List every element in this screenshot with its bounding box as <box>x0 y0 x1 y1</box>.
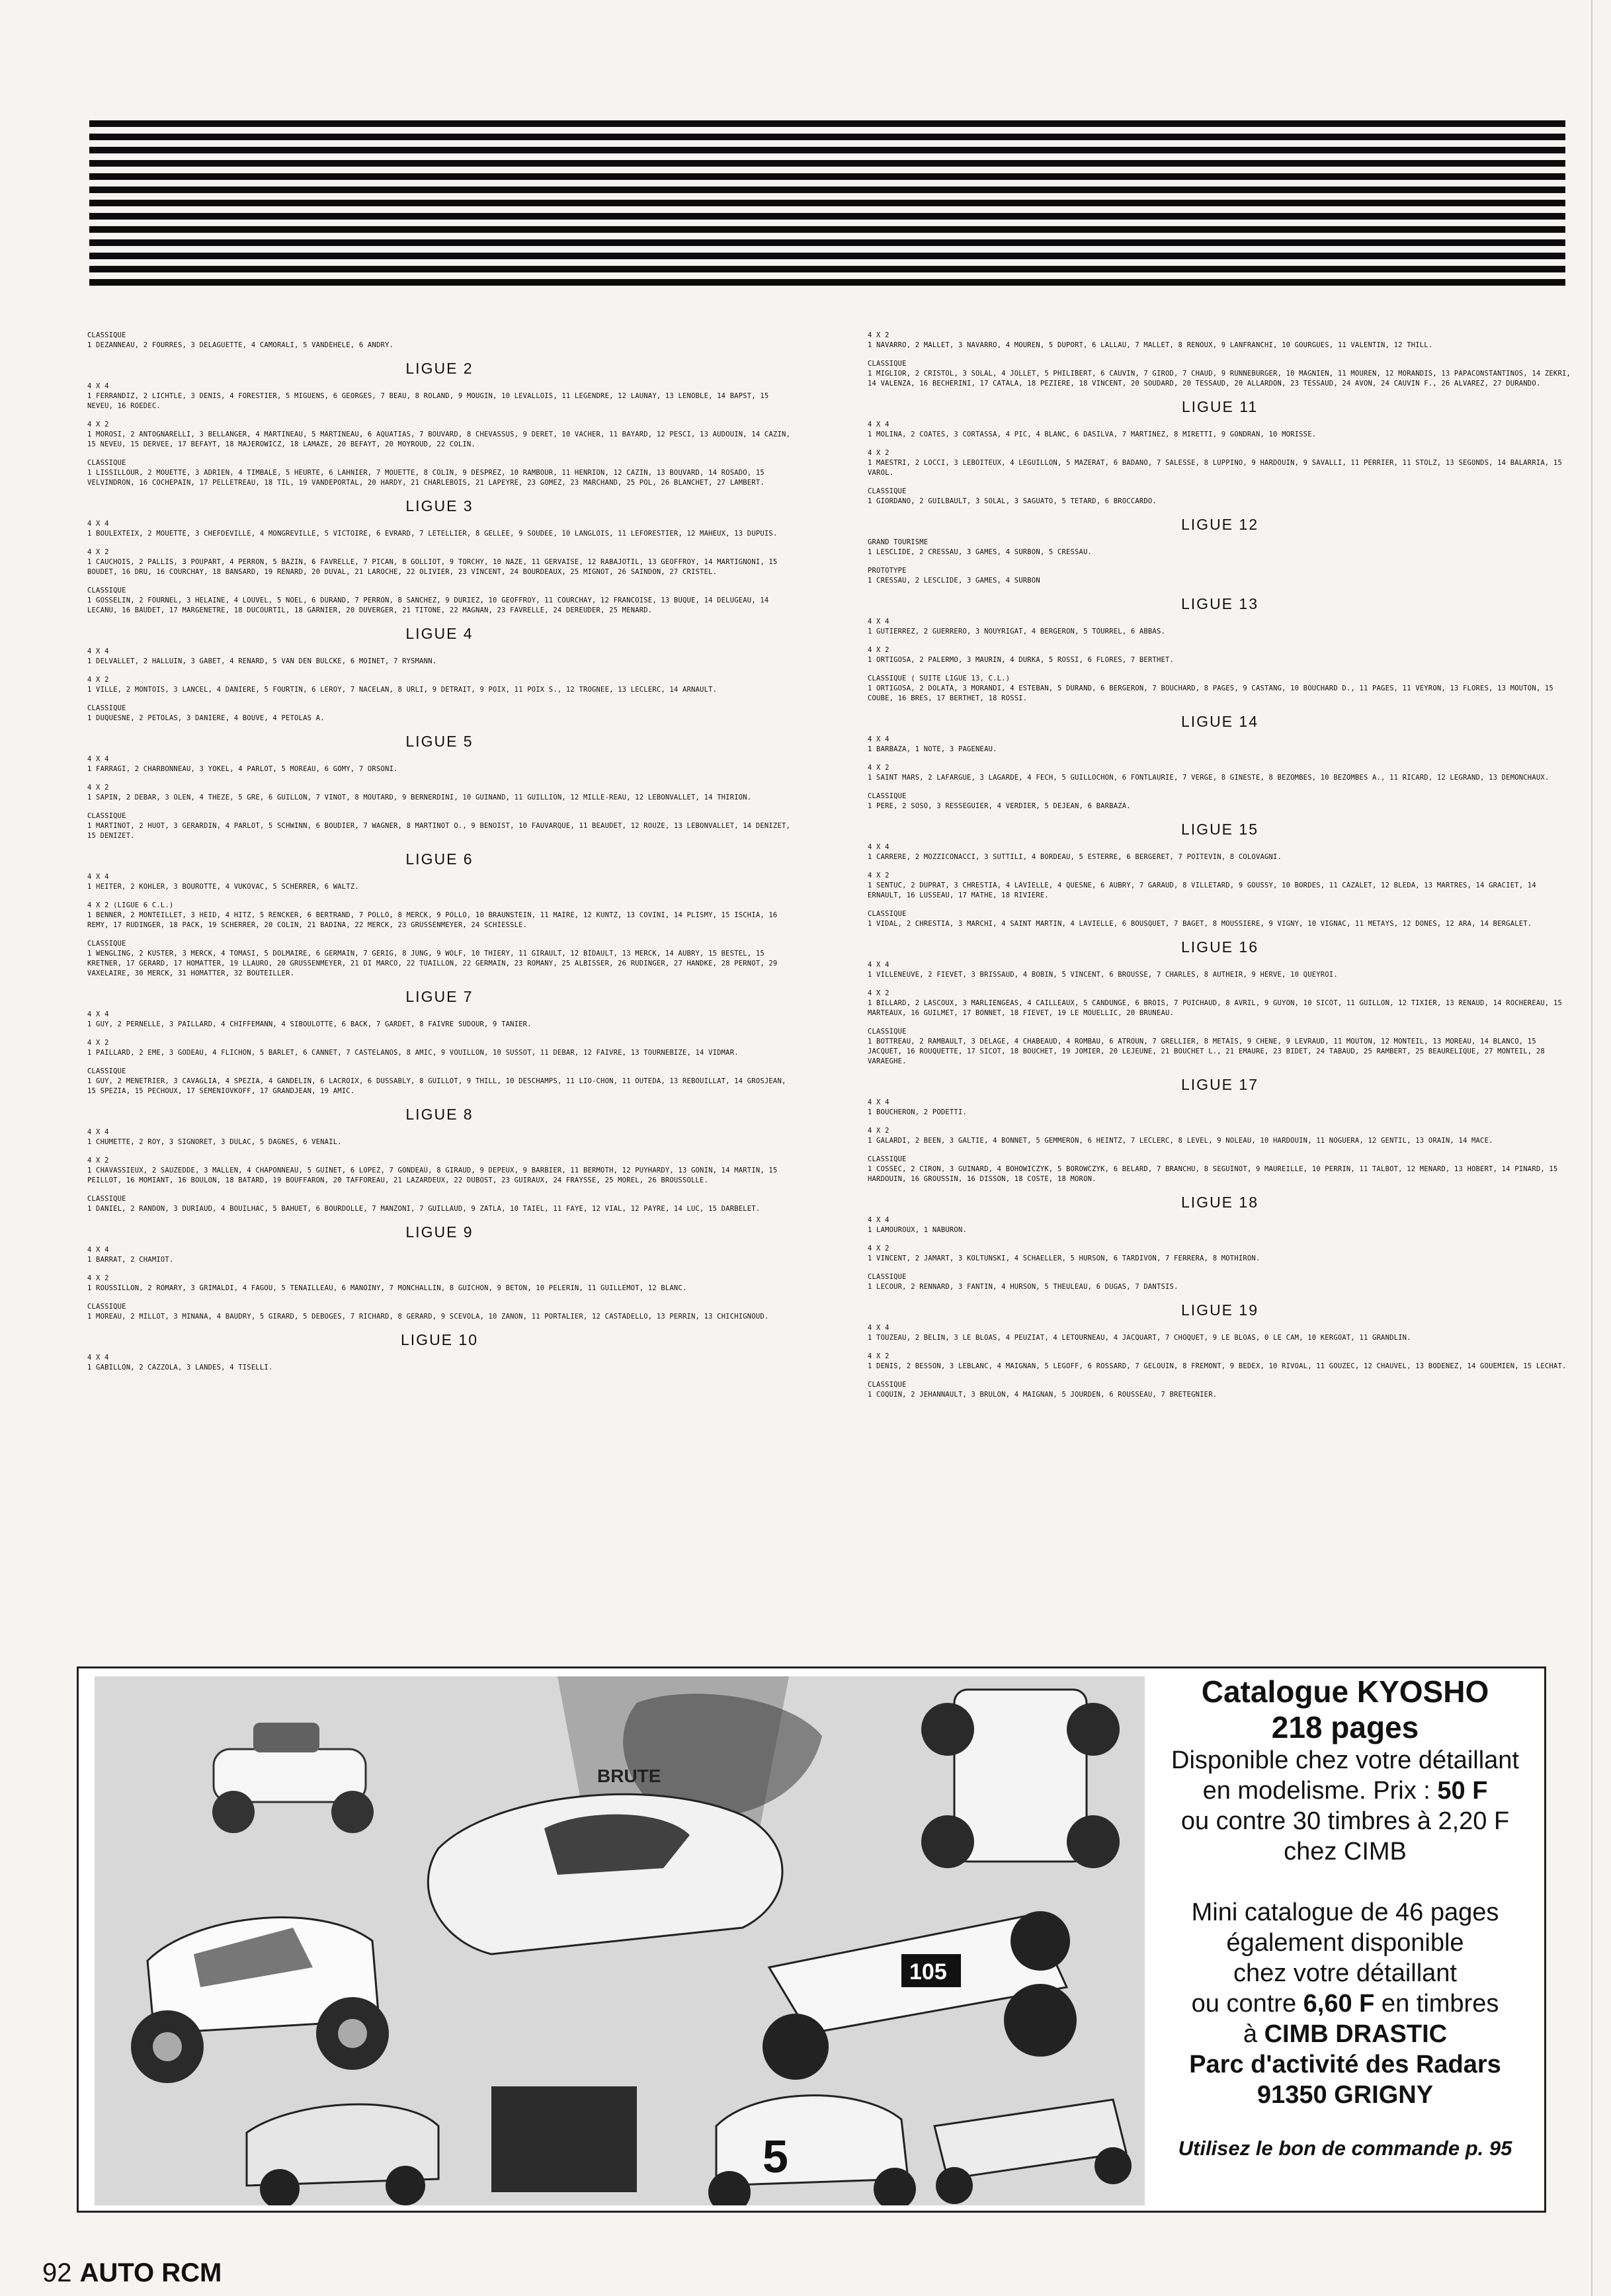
header-stripe <box>89 239 1565 246</box>
result-category: PROTOTYPE <box>868 567 907 575</box>
result-list: 1 COQUIN, 2 JEHANNAULT, 3 BRULON, 4 MAIGNAN, 5 JOURDEN, 6 ROUSSEAU, 7 BRETEGNIER. <box>868 1391 1218 1399</box>
result-block <box>868 420 1572 440</box>
league-heading: LIGUE 9 <box>405 1223 474 1241</box>
ad-postcode: 91350 GRIGNY <box>1257 2081 1434 2109</box>
result-list: 1 DENIS, 2 BESSON, 3 LEBLANC, 4 MAIGNAN, 5 LEGOFF, 6 ROSSARD, 7 GELOUIN, 8 FREMONT, 9 BEDEX, 10 RIVOAL, 11 GOUZEC, 12 CHAUVEL, 13 BODENEZ, 14 GOUEMIEN, 15 LECHAT. <box>868 1362 1567 1370</box>
result-block <box>87 331 792 350</box>
ad-line: chez votre détaillant <box>1233 1959 1457 1987</box>
ad-line-stamps: ou contre 6,60 F en timbres <box>1191 1990 1499 2018</box>
result-list: 1 ORTIGOSA, 2 PALERMO, 3 MAURIN, 4 DURKA, 5 ROSSI, 6 FLORES, 7 BERTHET. <box>868 656 1175 664</box>
result-category: 4 X 2 <box>868 449 889 457</box>
result-block <box>868 792 1572 811</box>
header-stripes <box>89 120 1565 292</box>
result-block <box>868 1352 1572 1372</box>
result-list: 1 BARRAT, 2 CHAMIOT. <box>87 1256 174 1264</box>
header-stripe <box>89 200 1565 206</box>
result-category: 4 X 4 <box>868 843 889 851</box>
result-category: 4 X 4 <box>87 1246 109 1254</box>
result-block <box>868 1215 1572 1235</box>
league-heading: LIGUE 16 <box>1181 938 1259 956</box>
ad-line: Disponible chez votre détaillant <box>1171 1746 1519 1774</box>
result-category: CLASSIQUE <box>868 792 907 800</box>
rc-cars-photo <box>95 1676 1145 2205</box>
result-block <box>868 566 1572 586</box>
result-block <box>868 487 1572 507</box>
result-category: 4 X 2 <box>868 1352 889 1360</box>
result-category: 4 X 2 <box>87 1039 109 1047</box>
result-category: 4 X 4 <box>868 618 889 626</box>
result-category: 4 X 4 <box>868 1216 889 1224</box>
result-list: 1 CRESSAU, 2 LESCLIDE, 3 GAMES, 4 SURBON <box>868 577 1040 585</box>
ad-line: également disponible <box>1226 1929 1464 1957</box>
ad-line-price: en modelisme. Prix : 50 F <box>1202 1777 1488 1805</box>
result-category: 4 X 4 <box>868 1098 889 1106</box>
result-block <box>87 1245 792 1265</box>
result-category: 4 X 2 <box>868 1245 889 1252</box>
result-list: 1 LESCLIDE, 2 CRESSAU, 3 GAMES, 4 SURBON, 5 CRESSAU. <box>868 548 1093 556</box>
result-block <box>868 909 1572 929</box>
result-category: 4 X 4 <box>868 735 889 743</box>
header-stripe <box>89 134 1565 140</box>
photo-banner-text: BRUTE <box>597 1766 661 1786</box>
header-stripe <box>89 279 1565 286</box>
result-block <box>87 1302 792 1322</box>
result-category: 4 X 2 <box>87 1157 109 1165</box>
result-block <box>868 735 1572 755</box>
league-heading: LIGUE 13 <box>1181 595 1259 612</box>
result-list: 1 MARTINOT, 2 HUOT, 3 GERARDIN, 4 PARLOT, 5 SCHWINN, 6 BOUDIER, 7 WAGNER, 8 MARTINOT O., 9 BENOIST, 10 FAUVARQUE, 11 BEAUDET, 12 ROUZE, 13 LEBONVALLET, 14 DENIZET, 15 DENIZET. <box>87 822 791 840</box>
result-list: 1 PAILLARD, 2 EME, 3 GODEAU, 4 FLICHON, 5 BARLET, 6 CANNET, 7 CASTELANOS, 8 AMIC, 9 VOUILLON, 10 SUSSOT, 11 DEBAR, 12 FAIVRE, 13 TOURNEBIZE, 14 VIDMAR. <box>87 1049 739 1057</box>
result-category: CLASSIQUE <box>868 487 907 495</box>
result-block <box>868 1155 1572 1184</box>
result-list: 1 GOSSELIN, 2 FOURNEL, 3 HELAINE, 4 LOUVEL, 5 NOEL, 6 DURAND, 7 PERRON, 8 SANCHEZ, 9 DURIEZ, 10 GEOFFROY, 11 COURCHAY, 12 FRANCOISE, 13 BUQUE, 14 DELUGEAU, 14 LECANU, 16 BAUDET, 17 MARGENETRE, 18 DUCOURTIL, 18 GARNIER, 20 DUVERGER, 21 TITONE, 22 MAGNAN, 23 FAVRELLE, 24 DEREUDER, 25 MENARD. <box>87 596 769 614</box>
result-list: 1 GUY, 2 PERNELLE, 3 PAILLARD, 4 CHIFFEMANN, 4 SIBOULOTTE, 6 BACK, 7 GARDET, 8 FAIVRE SUDOUR, 9 TANIER. <box>87 1020 532 1028</box>
header-stripe <box>89 253 1565 259</box>
result-category: CLASSIQUE <box>87 331 126 339</box>
league-heading: LIGUE 5 <box>405 733 474 750</box>
result-category: CLASSIQUE <box>868 1273 907 1281</box>
result-list: 1 LISSILLOUR, 2 MOUETTE, 3 ADRIEN, 4 TIMBALE, 5 HEURTE, 6 LAHNIER, 7 MOUETTE, 8 COLIN, 9 DESPREZ, 10 RAMBOUR, 11 HENRION, 12 CAZIN, 13 BOUVARD, 14 ROSADO, 15 VELVINDRON, 16 COCHEPAIN, 17 PELLETREAU, 18 TIL, 19 VANDEPORTAL, 20 HARDY, 21 CHARLEBOIS, 21 LAPEYRE, 23 GOMEZ, 23 MARCHAND, 25 POL, 26 BLANCHET, 27 LAMBERT. <box>87 469 764 487</box>
result-category: 4 X 2 (LIGUE 6 C.L.) <box>87 901 174 909</box>
result-list: 1 PERE, 2 SOSO, 3 RESSEGUIER, 4 VERDIER, 5 DEJEAN, 6 BARBAZA. <box>868 802 1131 810</box>
result-list: 1 GUTIERREZ, 2 GUERRERO, 3 NOUYRIGAT, 4 BERGERON, 5 TOURREL, 6 ABBAS. <box>868 628 1165 636</box>
result-list: 1 CAUCHOIS, 2 PALLIS, 3 POUPART, 4 PERRON, 5 BAZIN, 6 FAVRELLE, 7 PICAN, 8 GOLLIOT, 9 TORCHY, 10 NAZE, 11 GERVAISE, 12 RABAJOTIL, 13 GEOFFROY, 14 MARTIGNONI, 15 BOUDET, 16 DRU, 16 COURCHAY, 18 BANSARD, 19 RENARD, 20 DUVAL, 21 LAROCHE, 22 OLIVIER, 23 VINCENT, 24 BOURDEAUX, 25 MIGNOT, 26 SAINDON, 27 CRISTEL. <box>87 558 778 576</box>
ad-line: ou contre 30 timbres à 2,20 F <box>1180 1807 1510 1835</box>
result-list: 1 BOTTREAU, 2 RAMBAULT, 3 DELAGE, 4 CHABEAUD, 4 ROMBAU, 6 ATROUN, 7 GRELLIER, 8 METAIS, 9 CHENE, 9 LEVRAUD, 11 MOUTON, 12 MONTEIL, 13 MOREAU, 14 BLANCO, 15 JACQUET, 16 ROUQUETTE, 17 SICOT, 18 BOUCHET, 19 JOMIER, 20 LEJEUNE, 21 BOUCHET L., 21 EMAURE, 23 BIDET, 24 TABAUD, 25 RAMBERT, 25 BEAURELIQUE, 27 MONTEIL, 28 VARAEGHE. <box>868 1038 1545 1065</box>
result-block <box>87 519 792 539</box>
result-block <box>87 1353 792 1373</box>
results-column-left <box>87 331 792 1381</box>
result-category: GRAND TOURISME <box>868 538 929 546</box>
result-list: 1 VILLENEUVE, 2 FIEVET, 3 BRISSAUD, 4 BOBIN, 5 VINCENT, 6 BROUSSE, 7 CHARLES, 8 AUTHEIR, 9 HERVE, 10 QUEYROI. <box>868 971 1338 979</box>
result-list: 1 GUY, 2 MENETRIER, 3 CAVAGLIA, 4 SPEZIA, 4 GANDELIN, 6 LACROIX, 6 DUSSABLY, 8 GUILLOT, 9 THILL, 10 DESCHAMPS, 11 LIO-CHON, 11 OUTEDA, 13 REBOUILLAT, 14 GROSJEAN, 15 SPEZIA, 15 PECHOUX, 17 SEMENIOVKOFF, 17 GRANDJEAN, 19 AMIC. <box>87 1077 786 1095</box>
car-number-5: 5 <box>763 2131 788 2182</box>
result-block <box>868 645 1572 665</box>
ad-line: Mini catalogue de 46 pages <box>1191 1899 1499 1926</box>
result-list: 1 ROUSSILLON, 2 ROMARY, 3 GRIMALDI, 4 FAGOU, 5 TENAILLEAU, 6 MANOINY, 7 MONCHALLIN, 8 GUICHON, 9 BETON, 10 PELERIN, 11 GUILLEMOT, 12 BLANC. <box>87 1284 687 1292</box>
league-heading: LIGUE 19 <box>1181 1301 1259 1319</box>
result-list: 1 SAINT MARS, 2 LAFARGUE, 3 LAGARDE, 4 FECH, 5 GUILLOCHON, 6 FONTLAURIE, 7 VERGE, 8 GINESTE, 8 BEZOMBES, 10 BEZOMBES A., 11 RICARD, 12 LEGRAND, 13 DEMONCHAUX. <box>868 774 1549 782</box>
result-block <box>87 458 792 488</box>
league-heading: LIGUE 6 <box>405 850 474 868</box>
result-category: 4 X 4 <box>87 1128 109 1136</box>
result-list: 1 VILLE, 2 MONTOIS, 3 LANCEL, 4 DANIERE, 5 FOURTIN, 6 LEROY, 7 NACELAN, 8 URLI, 9 DETRAIT, 9 POIX, 11 POIX S., 12 TROGNEE, 13 LECLERC, 14 ARNAULT. <box>87 686 718 694</box>
result-list: 1 SENTUC, 2 DUPRAT, 3 CHRESTIA, 4 LAVIELLE, 4 QUESNE, 6 AUBRY, 7 GARAUD, 8 VILLETARD, 9 GOUSSY, 10 BORDES, 11 CAZALET, 12 BLEDA, 13 MARTRES, 14 GRACIET, 14 ERNAULT, 16 LUSSEAU, 17 MATHE, 18 RIVIERE. <box>868 882 1536 899</box>
result-category: CLASSIQUE <box>868 360 907 368</box>
ad-line-company: à CIMB DRASTIC <box>1243 2020 1448 2048</box>
result-list: 1 MAESTRI, 2 LOCCI, 3 LEBOITEUX, 4 LEGUILLON, 5 MAZERAT, 6 BADANO, 7 SALESSE, 8 LUPPINO, 9 HARDOUIN, 9 SAVALLI, 11 PERRIER, 11 STOLZ, 13 SEGONDS, 14 BALARRIA, 15 VAROL. <box>868 459 1562 477</box>
result-block <box>87 548 792 577</box>
magazine-name: AUTO RCM <box>79 2258 222 2287</box>
result-list: 1 GABILLON, 2 CAZZOLA, 3 LANDES, 4 TISELLI. <box>87 1364 273 1372</box>
result-block <box>87 1010 792 1030</box>
ad-pages: 218 pages <box>1271 1710 1419 1744</box>
result-list: 1 DANIEL, 2 RANDON, 3 DURIAUD, 4 BOUILHAC, 5 BAHUET, 6 BOURDOLLE, 7 MANZONI, 7 GUILLAUD, 9 ZATLA, 10 TAIEL, 11 FAYE, 12 VIAL, 12 PAYRE, 14 LUC, 15 DARBELET. <box>87 1205 761 1213</box>
result-block <box>868 617 1572 637</box>
header-stripe <box>89 213 1565 220</box>
result-block <box>87 586 792 616</box>
result-category: 4 X 2 <box>87 784 109 792</box>
result-block <box>87 783 792 803</box>
league-heading: LIGUE 4 <box>405 625 474 642</box>
result-block <box>868 331 1572 350</box>
result-category: 4 X 4 <box>87 1354 109 1362</box>
result-category: CLASSIQUE <box>868 910 907 918</box>
league-heading: LIGUE 12 <box>1181 516 1259 533</box>
result-category: 4 X 4 <box>868 421 889 429</box>
result-category: 4 X 2 <box>87 421 109 429</box>
result-block <box>868 359 1572 389</box>
result-block <box>87 1067 792 1096</box>
result-category: 4 X 4 <box>87 755 109 763</box>
result-block <box>868 674 1572 704</box>
result-category: 4 X 2 <box>868 331 889 339</box>
result-block <box>868 1027 1572 1067</box>
result-list: 1 NAVARRO, 2 MALLET, 3 NAVARRO, 4 MOUREN, 5 DUPORT, 6 LALLAU, 7 MALLET, 8 RENOUX, 9 LANFRANCHI, 10 GOURGUES, 11 VALENTIN, 12 THILL. <box>868 341 1433 349</box>
result-block <box>868 1126 1572 1146</box>
header-stripe <box>89 173 1565 180</box>
result-block <box>87 1038 792 1058</box>
league-heading: LIGUE 17 <box>1181 1076 1259 1093</box>
result-list: 1 VINCENT, 2 JAMART, 3 KOLTUNSKI, 4 SCHAELLER, 5 HURSON, 6 TARDIVON, 7 FERRERA, 8 MOTHIRON. <box>868 1254 1260 1262</box>
result-block <box>868 1272 1572 1292</box>
result-block <box>868 448 1572 478</box>
result-list: 1 BILLARD, 2 LASCOUX, 3 MARLIENGEAS, 4 CAILLEAUX, 5 CANDUNGE, 6 BROIS, 7 PUICHAUD, 8 AVRIL, 9 GUYON, 10 SICOT, 11 GUILLON, 12 TIXIER, 13 RENAUD, 14 ROCHEREAU, 15 MARTEAUX, 16 GUILMET, 17 BONNET, 18 FIEVET, 19 LE MOUELLIC, 20 BRUNEAU. <box>868 999 1562 1017</box>
result-list: 1 VIDAL, 2 CHRESTIA, 3 MARCHI, 4 SAINT MARTIN, 4 LAVIELLE, 6 BOUSQUET, 7 BAGET, 8 MOUSSIERE, 9 VIGNY, 10 VIGNAC, 11 METAYS, 12 DONES, 12 ARA, 14 BERGALET. <box>868 920 1532 928</box>
kyosho-advertisement <box>77 1666 1546 2213</box>
result-block <box>868 1244 1572 1264</box>
result-list: 1 LECOUR, 2 RENNARD, 3 FANTIN, 4 HURSON, 5 THEULEAU, 6 DUGAS, 7 DANTSIS. <box>868 1283 1178 1291</box>
result-list: 1 DUQUESNE, 2 PETOLAS, 3 DANIERE, 4 BOUVE, 4 PETOLAS A. <box>87 714 325 722</box>
result-list: 1 LAMOUROUX, 1 NABURON. <box>868 1226 967 1234</box>
league-heading: LIGUE 14 <box>1181 713 1259 730</box>
result-category: 4 X 4 <box>868 1324 889 1332</box>
result-category: CLASSIQUE <box>87 1195 126 1203</box>
league-heading: LIGUE 15 <box>1181 821 1259 838</box>
result-category: CLASSIQUE <box>868 1155 907 1163</box>
page-edge-rule <box>1591 0 1592 2296</box>
result-list: 1 MOREAU, 2 MILLOT, 3 MINANA, 4 BAUDRY, 5 GIRARD, 5 DEBOGES, 7 RICHARD, 8 GERARD, 9 SCEVOLA, 10 ZANON, 11 PORTALIER, 12 CASTADELLO, 13 PERRIN, 13 CHICHIGNOUD. <box>87 1313 769 1321</box>
result-category: CLASSIQUE <box>87 812 126 820</box>
result-block <box>868 960 1572 980</box>
ad-footer: Utilisez le bon de commande p. 95 <box>1178 2137 1512 2160</box>
result-category: CLASSIQUE <box>87 459 126 467</box>
header-stripe <box>89 120 1565 127</box>
result-list: 1 TOUZEAU, 2 BELIN, 3 LE BLOAS, 4 PEUZIAT, 4 LETOURNEAU, 4 JACQUART, 7 CHOQUET, 9 LE BLOAS, 0 LE CAM, 10 KERGOAT, 11 GRANDLIN. <box>868 1334 1411 1342</box>
result-list: 1 MOLINA, 2 COATES, 3 CORTASSA, 4 PIC, 4 BLANC, 6 DASILVA, 7 MARTINEZ, 8 MIRETTI, 9 GONDRAN, 10 MORISSE. <box>868 430 1317 438</box>
result-category: CLASSIQUE <box>87 587 126 594</box>
result-category: 4 X 2 <box>868 764 889 772</box>
result-block <box>87 704 792 723</box>
result-category: 4 X 2 <box>87 548 109 556</box>
result-block <box>868 1098 1572 1118</box>
ad-price: 50 F <box>1437 1777 1488 1805</box>
ad-text-block <box>1157 1674 1534 2160</box>
league-heading: LIGUE 10 <box>401 1331 478 1348</box>
result-list: 1 COSSEC, 2 CIRON, 3 GUINARD, 4 BOHOWICZYK, 5 BOROWCZYK, 6 BELARD, 7 BRANCHU, 8 SEGUINOT, 9 MAUREILLE, 10 PERRIN, 11 TALBOT, 12 MENARD, 13 HOBERT, 14 PINARD, 15 HARDOUIN, 16 GROUSSIN, 16 DISSON, 18 COSTE, 18 MORON. <box>868 1165 1558 1183</box>
result-list: 1 FARRAGI, 2 CHARBONNEAU, 3 YOKEL, 4 PARLOT, 5 MOREAU, 6 GOMY, 7 ORSONI. <box>87 765 398 773</box>
result-block <box>87 1274 792 1293</box>
result-category: CLASSIQUE <box>87 1303 126 1311</box>
result-category: 4 X 4 <box>87 1010 109 1018</box>
result-category: 4 X 4 <box>868 961 889 969</box>
result-category: CLASSIQUE <box>868 1381 907 1389</box>
result-block <box>868 989 1572 1018</box>
result-block <box>868 763 1572 783</box>
result-category: CLASSIQUE ( SUITE LIGUE 13, C.L.) <box>868 675 1011 682</box>
result-list: 1 GIORDANO, 2 GUILBAULT, 3 SOLAL, 3 SAGUATO, 5 TETARD, 6 BROCCARDO. <box>868 497 1157 505</box>
result-category: 4 X 2 <box>87 676 109 684</box>
result-block <box>87 1128 792 1147</box>
league-heading: LIGUE 18 <box>1181 1194 1259 1211</box>
result-block <box>87 1156 792 1186</box>
page-number: 92 <box>42 2258 72 2287</box>
result-list: 1 DELVALLET, 2 HALLUIN, 3 GABET, 4 RENARD, 5 VAN DEN BULCKE, 6 MOINET, 7 RYSMANN. <box>87 657 437 665</box>
result-block <box>868 1323 1572 1343</box>
result-block <box>868 1380 1572 1400</box>
result-list: 1 CARRERE, 2 MOZZICONACCI, 3 SUTTILI, 4 BORDEAU, 5 ESTERRE, 6 BERGERET, 7 POITEVIN, 8 COLOVAGNI. <box>868 853 1282 861</box>
result-category: CLASSIQUE <box>87 1067 126 1075</box>
result-list: 1 BENNER, 2 MONTEILLET, 3 HEID, 4 HITZ, 5 RENCKER, 6 BERTRAND, 7 POLLO, 8 MERCK, 9 POLLO, 10 BRAUNSTEIN, 11 MAIRE, 12 KUNTZ, 13 COVINI, 14 PLISMY, 15 ISCHIA, 16 REMY, 17 RUDINGER, 18 PACK, 19 SCHERRER, 20 COLIN, 21 BADINA, 22 MERCK, 23 GRUSSENMEYER, 24 SCHIESSLE. <box>87 911 778 929</box>
ad-address: Parc d'activité des Radars <box>1189 2051 1501 2078</box>
result-list: 1 HEITER, 2 KOHLER, 3 BOUROTTE, 4 VUKOVAC, 5 SCHERRER, 6 WALTZ. <box>87 883 359 891</box>
results-column-right <box>868 331 1572 1409</box>
page-folio <box>42 2258 222 2288</box>
result-block <box>868 842 1572 862</box>
result-block <box>87 939 792 979</box>
result-block <box>87 872 792 892</box>
result-block <box>87 420 792 450</box>
header-stripe <box>89 226 1565 233</box>
result-list: 1 MOROSI, 2 ANTOGNARELLI, 3 BELLANGER, 4 MARTINEAU, 5 MARTINEAU, 6 AQUATIAS, 7 BOUVARD, 8 CHEVASSUS, 9 DERET, 10 VACHER, 11 BAYARD, 12 PESCI, 13 AUDOUIN, 14 CAZIN, 15 NEVEU, 15 DERVEE, 17 BEFAYT, 18 MAJEROWICZ, 18 LAMAZE, 20 BEFAYT, 20 MOYROUD, 22 COLIN. <box>87 430 791 448</box>
result-block <box>868 871 1572 901</box>
result-list: 1 SAPIN, 2 DEBAR, 3 OLEN, 4 THEZE, 5 GRE, 6 GUILLON, 7 VINOT, 8 MOUTARD, 9 BERNERDINI, 10 GUINAND, 11 GUILLION, 12 MILLE-REAU, 12 LEBONVALLET, 14 THIRION. <box>87 794 752 801</box>
result-block <box>87 675 792 695</box>
result-list: 1 ORTIGOSA, 2 DOLATA, 3 MORANDI, 4 ESTEBAN, 5 DURAND, 6 BERGERON, 7 BOUCHARD, 8 PAGES, 9 CASTANG, 10 BOUCHARD D., 11 PAGES, 11 VEYRON, 13 FLORES, 13 MOUTON, 15 COUBE, 16 BRES, 17 BERTHET, 18 ROSSI. <box>868 684 1553 702</box>
header-stripe <box>89 160 1565 167</box>
result-category: 4 X 2 <box>868 1127 889 1135</box>
result-category: 4 X 2 <box>868 989 889 997</box>
result-category: 4 X 4 <box>87 382 109 390</box>
result-block <box>868 538 1572 557</box>
league-heading: LIGUE 11 <box>1181 398 1259 415</box>
header-stripe <box>89 266 1565 272</box>
result-block <box>87 755 792 774</box>
league-heading: LIGUE 8 <box>405 1106 474 1123</box>
result-list: 1 WENGLING, 2 KUSTER, 3 MERCK, 4 TOMASI, 5 DOLMAIRE, 6 GERMAIN, 7 GERIG, 8 JUNG, 9 WOLF, 10 THIERY, 11 GIRAULT, 12 BIDAULT, 13 MERCK, 14 AUBRY, 15 BESTEL, 15 KRETNER, 17 GERARD, 17 HOMATTER, 19 LLAURO, 20 GRUSSENMEYER, 21 DI MARCO, 22 TUAILLON, 22 GERMAIN, 23 ROMANY, 25 ALBISSER, 26 RUDINGER, 27 HANDKE, 28 PERNOT, 29 VAXELAIRE, 30 MERCK, 31 HOMATTER, 32 BOUTEILLER. <box>87 950 778 977</box>
result-list: 1 BOULEXTEIX, 2 MOUETTE, 3 CHEFDEVILLE, 4 MONGREVILLE, 5 VICTOIRE, 6 EVRARD, 7 LETELLIER, 8 GELLEE, 9 SOUDEE, 10 LANGLOIS, 11 LEFORESTIER, 12 MAHEUX, 13 DUPUIS. <box>87 530 778 538</box>
result-category: 4 X 2 <box>87 1274 109 1282</box>
result-category: 4 X 2 <box>868 872 889 880</box>
result-list: 1 CHUMETTE, 2 ROY, 3 SIGNORET, 3 DULAC, 5 DAGNES, 6 VENAIL. <box>87 1138 342 1146</box>
result-category: 4 X 4 <box>87 873 109 881</box>
league-heading: LIGUE 7 <box>405 988 474 1005</box>
result-list: 1 CHAVASSIEUX, 2 SAUZEDDE, 3 MALLEN, 4 CHAPONNEAU, 5 GUINET, 6 LOPEZ, 7 GONDEAU, 8 GIRAUD, 9 DEPEUX, 9 BARBIER, 11 BERMOTH, 12 PUYHARDY, 13 GONIN, 14 MARTIN, 15 PEILLOT, 16 MOMIANT, 16 BOULON, 18 BATARD, 19 BOUFFARON, 20 TAFFOREAU, 21 LAZARDEUX, 22 DUBOST, 23 GUIRAUX, 24 FRAYSSE, 25 MOREL, 26 BROUSSOLLE. <box>87 1167 778 1184</box>
result-category: 4 X 2 <box>868 646 889 654</box>
ad-title: Catalogue KYOSHO <box>1201 1674 1489 1709</box>
result-list: 1 DEZANNEAU, 2 FOURRES, 3 DELAGUETTE, 4 CAMORALI, 5 VANDEHELE, 6 ANDRY. <box>87 341 394 349</box>
result-category: 4 X 4 <box>87 520 109 528</box>
league-heading: LIGUE 3 <box>405 497 474 514</box>
result-list: 1 GALARDI, 2 BEEN, 3 GALTIE, 4 BONNET, 5 GEMMERON, 6 HEINTZ, 7 LECLERC, 8 LEVEL, 9 NOLEAU, 10 HARDOUIN, 11 NOGUERA, 12 GENTIL, 13 ORAIN, 14 MACE. <box>868 1137 1493 1145</box>
result-category: CLASSIQUE <box>868 1028 907 1036</box>
result-category: CLASSIQUE <box>87 940 126 948</box>
result-category: 4 X 4 <box>87 647 109 655</box>
rc-cars-illustration <box>95 1676 1145 2205</box>
result-list: 1 BARBAZA, 1 NOTE, 3 PAGENEAU. <box>868 745 997 753</box>
header-stripe <box>89 147 1565 153</box>
result-block <box>87 901 792 930</box>
result-block <box>87 647 792 667</box>
result-list: 1 FERRANDIZ, 2 LICHTLE, 3 DENIS, 4 FORESTIER, 5 MIGUENS, 6 GEORGES, 7 BEAU, 8 ROLAND, 9 MOUGIN, 10 LEVALLOIS, 11 LEGENDRE, 12 LAUNAY, 13 LENOBLE, 14 BAPST, 15 NEVEU, 16 ROEDEC. <box>87 392 769 410</box>
result-category: CLASSIQUE <box>87 704 126 712</box>
car-number-105: 105 <box>909 1959 947 1985</box>
result-list: 1 MIGLIOR, 2 CRISTOL, 3 SOLAL, 4 JOLLET, 5 PHILIBERT, 6 CAUVIN, 7 GIROD, 7 CHAUD, 9 RUNNEBURGER, 10 MAGNIEN, 11 MOUREN, 12 MORANDIS, 13 PAPACONSTANTINOS, 14 ZEKRI, 14 VALENZA, 16 BECHERINI, 17 CATALA, 18 PEZIERE, 18 VINCENT, 20 SOUDARD, 20 TESSAUD, 20 ALLARDON, 23 TESSAUD, 24 AVON, 24 CAUVIN F., 26 ALVAREZ, 27 DURANDO. <box>868 370 1571 388</box>
result-block <box>87 811 792 841</box>
ad-line: chez CIMB <box>1284 1838 1407 1866</box>
result-list: 1 BOUCHERON, 2 PODETTI. <box>868 1108 967 1116</box>
header-stripe <box>89 186 1565 193</box>
league-heading: LIGUE 2 <box>405 360 474 377</box>
result-block <box>87 1194 792 1214</box>
result-block <box>87 382 792 411</box>
